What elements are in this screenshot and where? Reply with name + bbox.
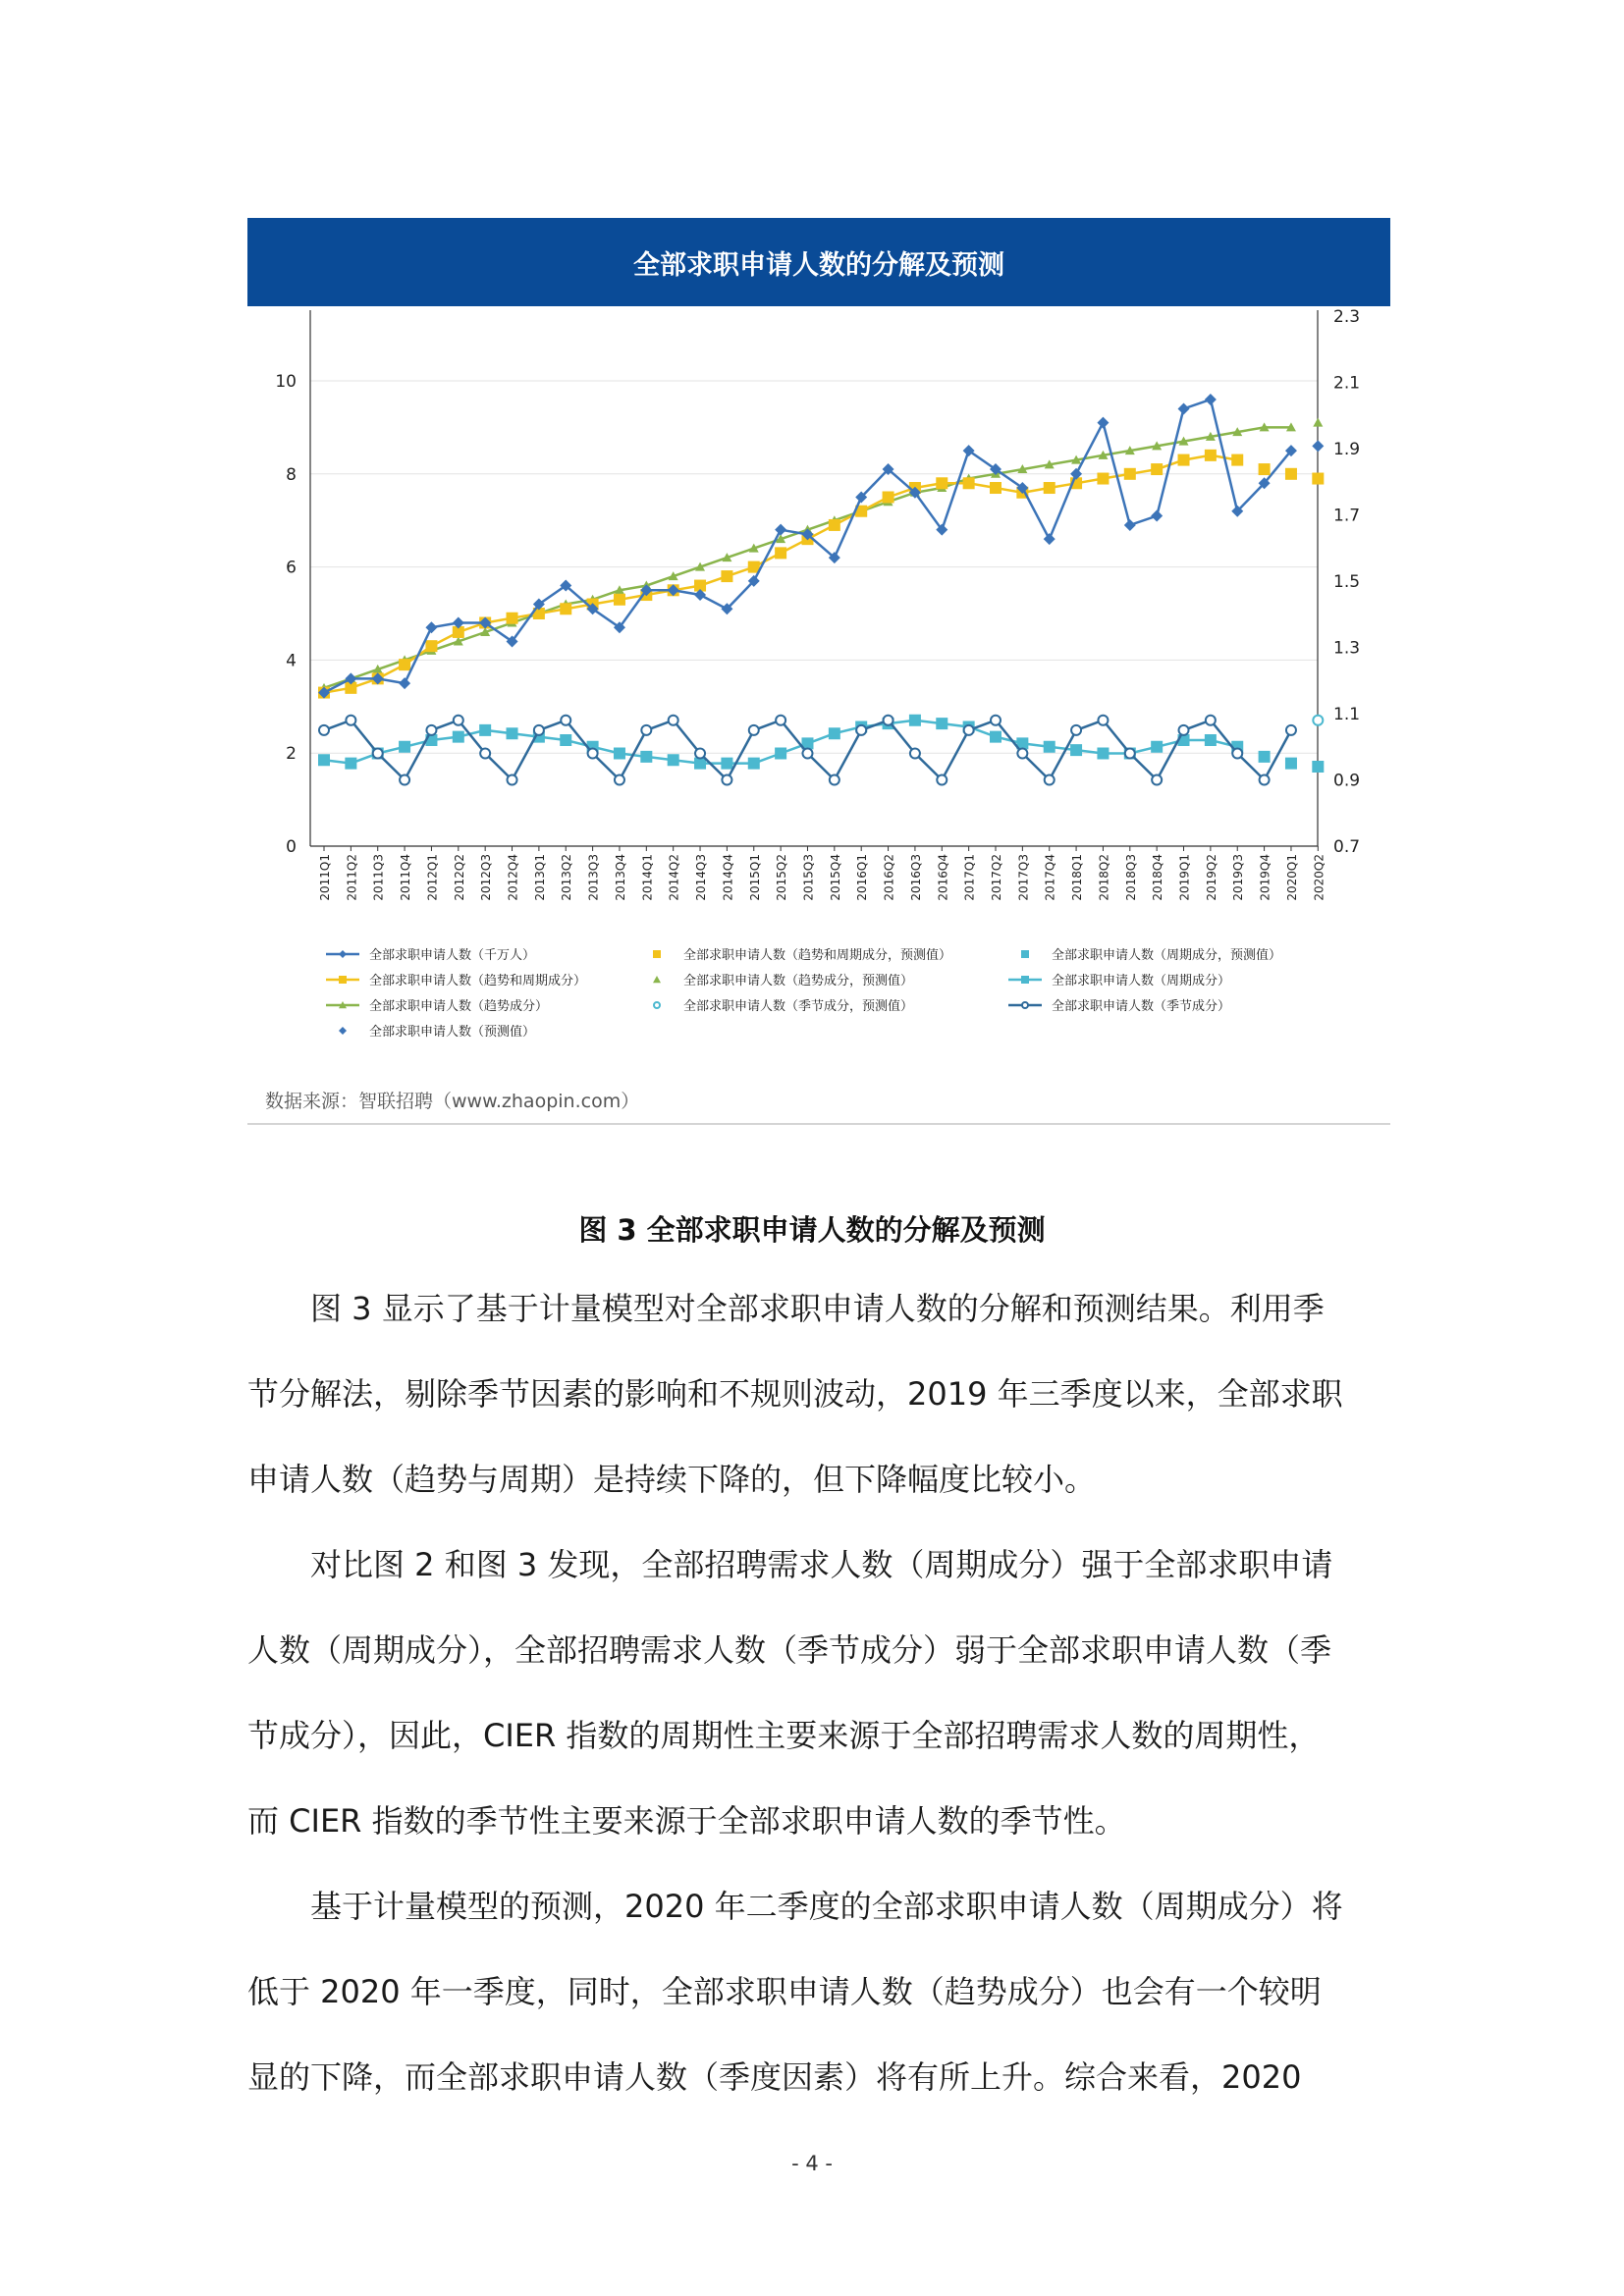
x-tick-label: 2019Q3	[1231, 854, 1246, 901]
data-point	[346, 716, 355, 725]
data-point	[1260, 775, 1270, 785]
x-tick-label: 2014Q1	[640, 854, 655, 901]
data-point	[963, 477, 975, 489]
data-point	[1151, 741, 1163, 753]
data-point	[1313, 418, 1323, 427]
legend-item	[653, 973, 913, 988]
legend-marker	[653, 950, 661, 958]
data-point	[1045, 775, 1055, 785]
y-right-tick-label: 1.3	[1333, 638, 1361, 659]
data-point	[425, 621, 437, 633]
paragraph-3	[247, 1864, 1377, 2120]
data-point	[937, 775, 947, 785]
x-tick-label: 2016Q1	[855, 854, 870, 901]
data-point	[425, 640, 437, 652]
data-point	[399, 677, 410, 689]
data-point	[318, 754, 330, 766]
x-tick-label: 2017Q2	[990, 854, 1003, 901]
data-point	[910, 749, 920, 759]
legend-item	[1008, 973, 1230, 988]
x-tick-label: 2019Q1	[1177, 854, 1192, 901]
data-point	[614, 594, 625, 606]
data-point	[319, 725, 329, 735]
page-number: - 4 -	[791, 2152, 833, 2175]
data-point	[1151, 509, 1163, 521]
chart-divider	[247, 1123, 1390, 1125]
x-tick-label: 2012Q2	[452, 854, 466, 901]
x-tick-label: 2013Q3	[586, 854, 601, 901]
x-tick-label: 2019Q2	[1204, 854, 1218, 901]
legend-label: 全部求职申请人数（千万人）	[369, 948, 536, 963]
data-point	[775, 524, 786, 536]
legend-item	[339, 1024, 535, 1040]
x-tick-label: 2012Q4	[506, 854, 520, 901]
data-point	[990, 482, 1001, 494]
data-point	[883, 492, 894, 504]
x-tick-label: 2011Q3	[371, 854, 386, 901]
data-point	[454, 716, 463, 725]
x-tick-label: 2017Q1	[962, 854, 977, 901]
data-point	[507, 613, 518, 624]
legend-label: 全部求职申请人数（趋势和周期成分）	[369, 974, 587, 988]
paragraph-line: 显的下降，而全部求职申请人数（季度因素）将有所上升。综合来看，2020	[247, 2058, 1302, 2096]
data-point	[1231, 454, 1243, 466]
data-point	[400, 775, 409, 785]
data-point	[615, 775, 624, 785]
data-point	[1232, 749, 1242, 759]
y-right-tick-label: 0.9	[1333, 771, 1361, 791]
legend-marker	[653, 976, 661, 983]
data-point	[775, 547, 786, 559]
figure-caption: 图 3 全部求职申请人数的分解及预测	[578, 1213, 1046, 1247]
data-point	[991, 716, 1001, 725]
data-point	[668, 754, 679, 766]
legend-label: 全部求职申请人数（周期成分，预测值）	[1052, 948, 1282, 963]
data-point	[669, 716, 678, 725]
series-2	[319, 422, 1296, 691]
data-point	[775, 748, 786, 760]
data-point	[936, 718, 947, 729]
data-point	[1285, 468, 1297, 480]
legend-marker	[1022, 1002, 1028, 1008]
data-point	[561, 716, 570, 725]
data-point	[721, 570, 732, 582]
data-point	[1205, 394, 1217, 405]
data-point	[1286, 725, 1296, 735]
legend-marker	[339, 950, 347, 958]
data-point	[1259, 463, 1271, 475]
legend-label: 全部求职申请人数（季节成分，预测值）	[683, 999, 914, 1014]
x-tick-label: 2012Q3	[479, 854, 494, 901]
legend-item	[654, 998, 913, 1014]
legend-marker	[1021, 950, 1029, 958]
x-tick-label: 2020Q1	[1284, 854, 1299, 901]
data-point	[1151, 463, 1163, 475]
data-point	[534, 725, 544, 735]
data-point	[1152, 775, 1162, 785]
x-tick-label: 2017Q4	[1043, 854, 1057, 901]
x-tick-label: 2016Q3	[908, 854, 923, 901]
paragraph-1	[247, 1266, 1377, 1522]
paragraph-line: 图 3 显示了基于计量模型对全部求职申请人数的分解和预测结果。利用季	[310, 1290, 1325, 1327]
paragraph-line: 而 CIER 指数的季节性主要来源于全部求职申请人数的季节性。	[247, 1802, 1126, 1840]
x-tick-label: 2011Q2	[345, 854, 359, 901]
data-point	[829, 727, 840, 739]
data-point	[345, 758, 356, 770]
paragraph-line: 申请人数（趋势与周期）是持续下降的，但下降幅度比较小。	[247, 1461, 1097, 1498]
data-point	[1097, 417, 1109, 429]
x-tick-label: 2015Q2	[775, 854, 789, 901]
data-point	[695, 749, 705, 759]
data-point	[1071, 725, 1081, 735]
data-point	[1097, 748, 1109, 760]
legend-marker	[339, 976, 347, 984]
data-point	[1044, 533, 1056, 545]
x-tick-label: 2018Q4	[1151, 854, 1165, 901]
data-point	[560, 734, 571, 746]
data-point	[1070, 744, 1082, 756]
data-point	[373, 749, 383, 759]
x-tick-label: 2012Q1	[425, 854, 440, 901]
x-tick-label: 2011Q1	[318, 854, 332, 901]
legend-item	[1008, 998, 1230, 1014]
data-point	[802, 749, 812, 759]
data-point	[588, 749, 598, 759]
legend-item	[326, 998, 548, 1014]
data-point	[1205, 450, 1217, 461]
legend-label: 全部求职申请人数（趋势成分）	[369, 999, 549, 1014]
series-line	[324, 427, 1291, 687]
y-right-tick-label: 1.1	[1333, 705, 1361, 724]
legend-label: 全部求职申请人数（趋势成分，预测值）	[683, 974, 914, 988]
y-right-tick-label: 2.3	[1333, 307, 1361, 327]
y-right-tick-label: 1.5	[1333, 572, 1361, 592]
data-point	[776, 716, 785, 725]
data-point	[1178, 402, 1190, 414]
x-tick-label: 2020Q2	[1312, 854, 1326, 901]
x-tick-label: 2018Q1	[1070, 854, 1085, 901]
x-tick-label: 2018Q3	[1123, 854, 1138, 901]
data-point	[426, 725, 436, 735]
data-point	[748, 758, 760, 770]
series-1	[318, 450, 1243, 699]
y-right-tick-label: 2.1	[1333, 373, 1361, 394]
data-point	[640, 751, 652, 763]
legend-marker	[1021, 976, 1029, 984]
data-point	[399, 741, 410, 753]
x-tick-label: 2011Q4	[399, 854, 413, 901]
data-point	[990, 731, 1001, 743]
paragraph-2	[247, 1522, 1377, 1864]
x-tick-label: 2014Q4	[721, 854, 735, 901]
x-tick-label: 2014Q2	[667, 854, 681, 901]
data-point	[1124, 468, 1136, 480]
data-point	[1312, 440, 1324, 452]
data-point	[1259, 751, 1271, 763]
paragraph-line: 人数（周期成分），全部招聘需求人数（季节成分）弱于全部求职申请人数（季	[247, 1631, 1332, 1669]
data-point	[1178, 454, 1190, 466]
data-point	[641, 725, 651, 735]
x-tick-label: 2014Q3	[694, 854, 709, 901]
data-point	[1179, 725, 1189, 735]
data-point	[1044, 482, 1056, 494]
data-point	[909, 715, 921, 726]
series-5	[1313, 418, 1323, 427]
paragraph-line: 低于 2020 年一季度，同时，全部求职申请人数（趋势成分）也会有一个较明	[247, 1973, 1322, 2010]
x-tick-label: 2016Q2	[882, 854, 896, 901]
chart-header: 全部求职申请人数的分解及预测	[247, 218, 1390, 306]
data-point	[479, 724, 491, 736]
legend-marker	[654, 1002, 660, 1008]
legend-label: 全部求职申请人数（预测值）	[369, 1025, 536, 1040]
series-7	[1259, 751, 1325, 773]
data-point	[829, 519, 840, 531]
legend-label: 全部求职申请人数（趋势和周期成分，预测值）	[683, 948, 952, 963]
data-point	[1312, 761, 1324, 773]
x-tick-label: 2019Q4	[1258, 854, 1272, 901]
data-point	[1313, 716, 1323, 725]
legend-label: 全部求职申请人数（季节成分）	[1052, 999, 1231, 1014]
y-left-tick-label: 10	[275, 372, 297, 392]
x-tick-label: 2013Q1	[532, 854, 547, 901]
data-point	[560, 603, 571, 614]
legend-item	[1021, 947, 1281, 963]
data-point	[1285, 758, 1297, 770]
data-point	[399, 659, 410, 670]
y-left-tick-label: 6	[286, 558, 297, 578]
series-line	[324, 455, 1237, 693]
series-8	[319, 716, 1296, 785]
source-note: 数据来源：智联招聘（www.zhaopin.com）	[265, 1091, 640, 1112]
data-point	[1125, 749, 1135, 759]
series-9	[1313, 716, 1323, 725]
data-point	[964, 725, 974, 735]
x-tick-label: 2013Q2	[560, 854, 574, 901]
data-point	[856, 725, 866, 735]
x-tick-label: 2015Q3	[801, 854, 816, 901]
data-point	[936, 477, 947, 489]
data-point	[749, 725, 759, 735]
x-tick-label: 2017Q3	[1016, 854, 1031, 901]
data-point	[1017, 749, 1027, 759]
chart-plot	[247, 306, 1390, 1082]
data-point	[508, 775, 517, 785]
data-point	[884, 716, 893, 725]
data-point	[1206, 716, 1216, 725]
legend-item	[326, 947, 535, 963]
y-left-tick-label: 0	[286, 837, 297, 857]
x-tick-label: 2016Q4	[936, 854, 950, 901]
x-tick-label: 2015Q1	[747, 854, 762, 901]
series-line	[324, 400, 1291, 693]
data-point	[1205, 734, 1217, 746]
legend-item	[326, 973, 586, 988]
data-point	[480, 749, 490, 759]
y-left-tick-label: 4	[286, 651, 297, 671]
data-point	[722, 775, 731, 785]
data-point	[614, 748, 625, 760]
data-point	[453, 731, 464, 743]
paragraph-line: 对比图 2 和图 3 发现，全部招聘需求人数（周期成分）强于全部求职申请	[310, 1546, 1333, 1583]
x-tick-label: 2015Q4	[828, 854, 842, 901]
legend-item	[653, 947, 951, 963]
legend-marker	[339, 1027, 347, 1035]
y-right-tick-label: 1.9	[1333, 440, 1361, 459]
data-point	[1124, 519, 1136, 531]
data-point	[1312, 473, 1324, 485]
y-right-tick-label: 1.7	[1333, 506, 1361, 526]
x-tick-label: 2018Q2	[1097, 854, 1111, 901]
data-point	[1098, 716, 1108, 725]
data-point	[721, 758, 732, 770]
data-point	[507, 727, 518, 739]
x-tick-label: 2013Q4	[613, 854, 627, 901]
data-point	[1044, 741, 1056, 753]
paragraph-line: 基于计量模型的预测，2020 年二季度的全部求职申请人数（周期成分）将	[310, 1888, 1343, 1925]
data-point	[830, 775, 839, 785]
series-0	[318, 394, 1297, 699]
series-3	[1312, 440, 1324, 452]
y-left-tick-label: 8	[286, 464, 297, 485]
y-left-tick-label: 2	[286, 744, 297, 765]
legend-label: 全部求职申请人数（周期成分）	[1052, 974, 1231, 988]
paragraph-line: 节分解法，剔除季节因素的影响和不规则波动，2019 年三季度以来，全部求职	[247, 1375, 1343, 1413]
paragraph-line: 节成分），因此，CIER 指数的周期性主要来源于全部招聘需求人数的周期性，	[247, 1717, 1321, 1754]
data-point	[1097, 473, 1109, 485]
y-right-tick-label: 0.7	[1333, 837, 1361, 857]
